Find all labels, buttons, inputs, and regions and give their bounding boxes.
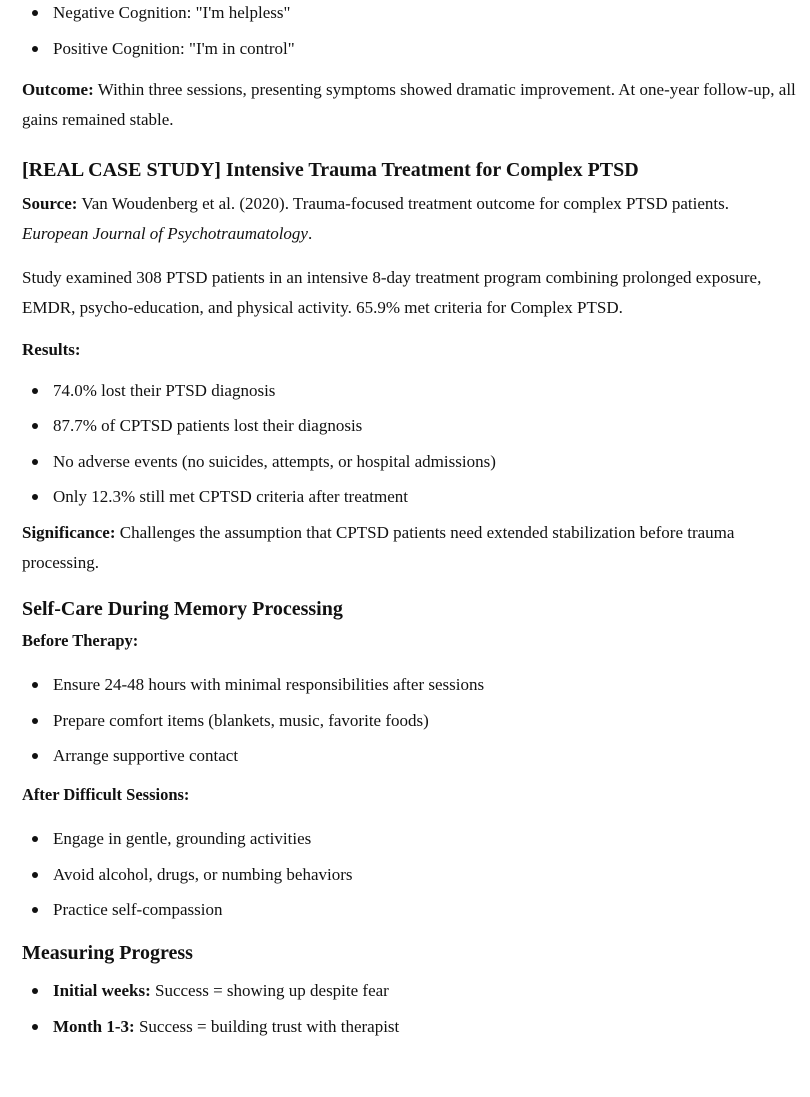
positive-cognition: Positive Cognition: "I'm in control" (53, 38, 295, 58)
before-item: Prepare comfort items (blankets, music, favorite foods) (53, 710, 429, 730)
result-item: Only 12.3% still met CPTSD criteria after treatment (53, 487, 409, 506)
before-item: Ensure 24-48 hours with minimal responsibilities after sessions (53, 675, 485, 694)
before-therapy-list (22, 670, 802, 771)
results-label-paragraph (22, 335, 802, 365)
source-text: Van Woudenberg et al. (2020). Trauma-focused treatment outcome for complex PTSD patients. (77, 193, 729, 213)
list-item (53, 895, 802, 925)
measuring-progress-heading: Measuring Progress (22, 942, 193, 964)
result-item: 74.0% lost their PTSD diagnosis (53, 380, 276, 400)
list-item (53, 670, 802, 700)
self-care-heading: Self-Care During Memory Processing (22, 598, 343, 620)
source-end: . (307, 223, 313, 243)
results-label: Results: (22, 339, 81, 359)
source-label: Source: (22, 193, 78, 213)
after-sessions-label: After Difficult Sessions: (22, 785, 190, 804)
list-item (53, 976, 802, 1006)
negative-cognition: Negative Cognition: "I'm helpless" (53, 3, 291, 22)
progress-label: Initial weeks: (53, 981, 151, 1000)
list-item (53, 824, 802, 854)
before-item: Arrange supportive contact (53, 746, 239, 765)
source-paragraph (22, 189, 802, 249)
list-item (53, 706, 802, 736)
results-list (22, 376, 802, 513)
after-item: Practice self-compassion (53, 900, 223, 919)
list-item (53, 447, 802, 477)
significance-text: Challenges the assumption that CPTSD patients need extended stabilization before trauma processing. (22, 523, 735, 572)
list-item (53, 482, 802, 512)
list-item (53, 34, 802, 64)
after-item: Avoid alcohol, drugs, or numbing behaviors (53, 864, 353, 884)
progress-text: Success = building trust with therapist (134, 1016, 400, 1036)
outcome-paragraph (22, 75, 802, 135)
list-item (53, 741, 802, 771)
outcome-label: Outcome: (22, 79, 94, 99)
cognitions-list (22, 0, 802, 64)
significance-paragraph (22, 518, 802, 578)
before-therapy-label: Before Therapy: (22, 631, 139, 650)
list-item (53, 0, 802, 28)
outcome-text: Within three sessions, presenting symptoms showed dramatic improvement. At one-year follow-up, all gains remained stable. (22, 79, 796, 129)
source-journal: European Journal of Psychotraumatology (22, 223, 308, 243)
result-item: 87.7% of CPTSD patients lost their diagnosis (53, 416, 363, 435)
list-item (53, 376, 802, 406)
result-item: No adverse events (no suicides, attempts, or hospital admissions) (53, 451, 496, 471)
list-item (53, 1012, 802, 1042)
after-sessions-list (22, 824, 802, 925)
list-item (53, 860, 802, 890)
case-study-heading: [REAL CASE STUDY] Intensive Trauma Treatment for Complex PTSD (22, 158, 639, 181)
list-item (53, 411, 802, 441)
study-description: Study examined 308 PTSD patients in an intensive 8-day treatment program combining prolonged exposure, EMDR, psycho-education, and physical activity. 65.9% met criteria for Complex PTSD. (22, 267, 762, 317)
after-item: Engage in gentle, grounding activities (53, 829, 312, 848)
significance-label: Significance: (22, 523, 116, 542)
progress-text: Success = showing up despite fear (150, 981, 389, 1000)
progress-list (22, 976, 802, 1042)
progress-label: Month 1-3: (53, 1016, 135, 1036)
